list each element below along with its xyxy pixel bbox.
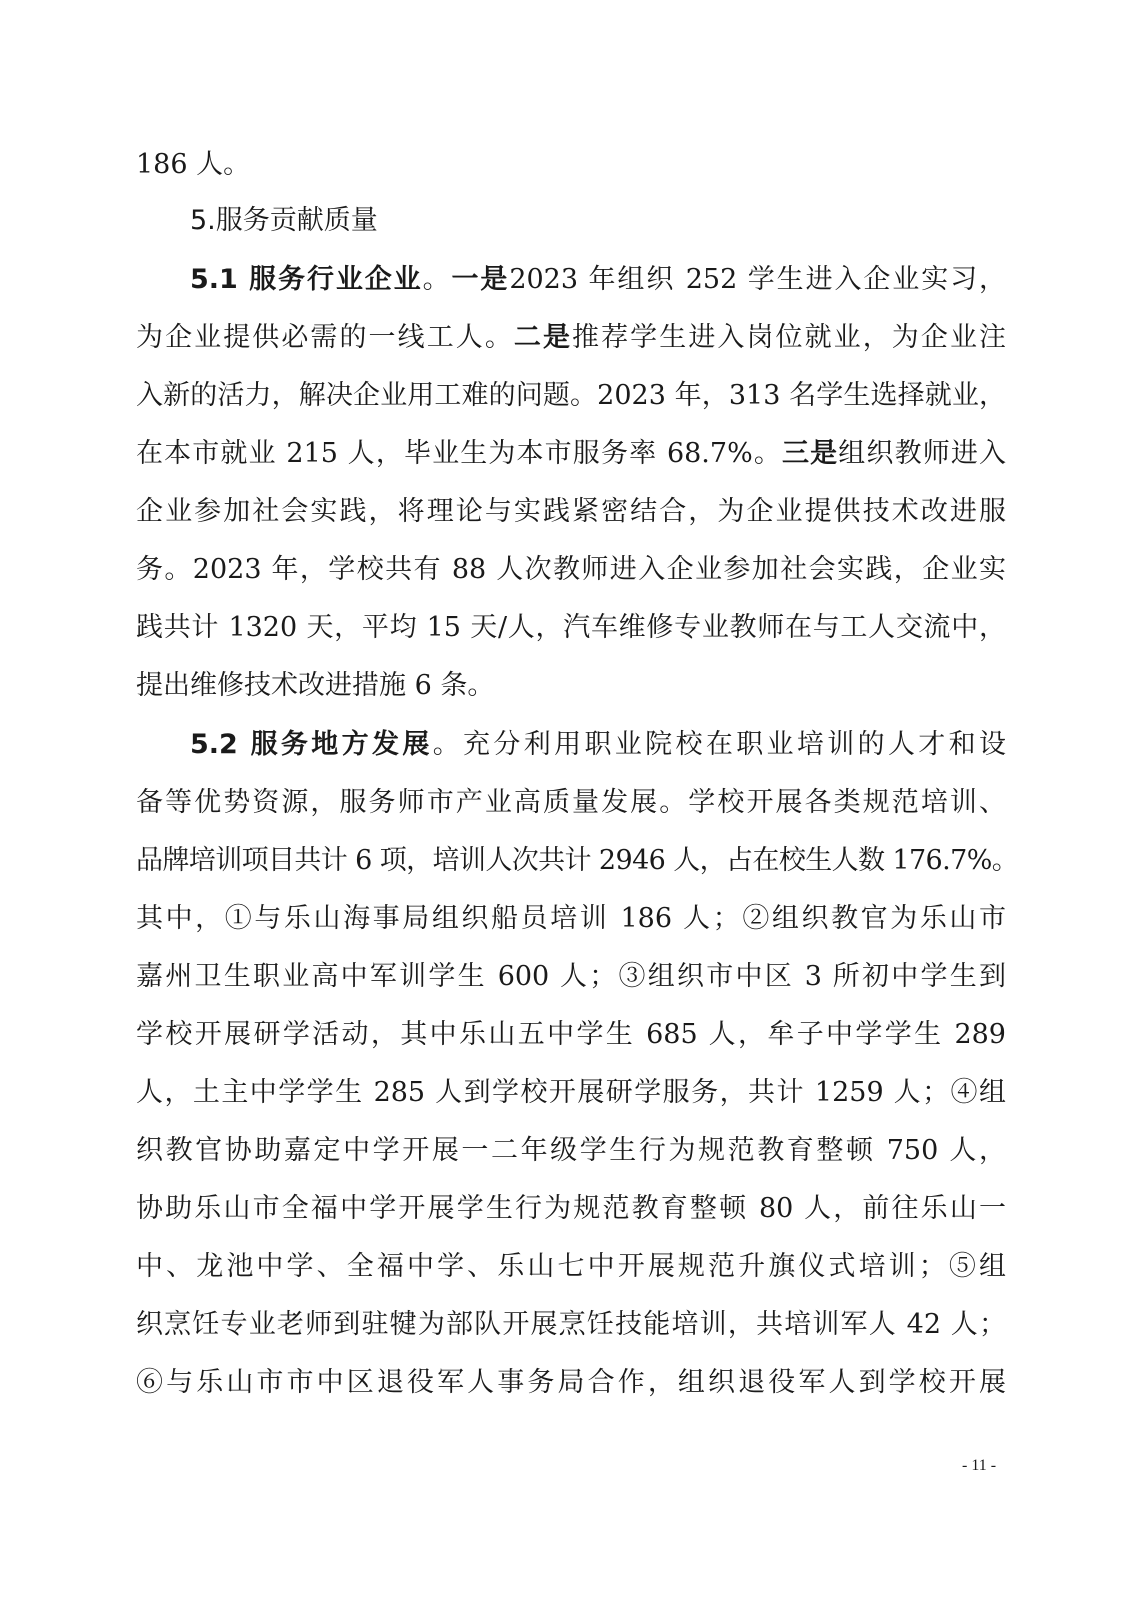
text-line: 186 人。 [136,149,251,180]
text-line: 嘉州卫生职业高中军训学生 600 人；③组织市中区 3 所初中学生到 [136,961,1006,992]
text-line: 务。2023 年，学校共有 88 人次教师进入企业参加社会实践，企业实 [136,554,1006,585]
subsection-title: 5.1 服务行业企业 [190,264,423,295]
emphasis-label: 三是 [782,438,839,469]
text-line: ⑥与乐山市市中区退役军人事务局合作，组织退役军人到学校开展 [136,1367,1006,1398]
subsection-title: 5.2 服务地方发展 [190,729,433,760]
text-line: 学校开展研学活动，其中乐山五中学生 685 人，牟子中学学生 289 [136,1019,1006,1050]
text-line: 其中，①与乐山海事局组织船员培训 186 人；②组织教官为乐山市 [136,903,1006,934]
text-line: 企业参加社会实践，将理论与实践紧密结合，为企业提供技术改进服 [136,496,1006,527]
text-line: 在本市就业 215 人，毕业生为本市服务率 68.7%。三是组织教师进入 [136,438,1006,469]
emphasis-label: 二是 [513,322,573,353]
text-line: 备等优势资源，服务师市产业高质量发展。学校开展各类规范培训、 [136,787,1006,818]
text-line: 织教官协助嘉定中学开展一二年级学生行为规范教育整顿 750 人， [136,1135,1006,1166]
text-line: 协助乐山市全福中学开展学生行为规范教育整顿 80 人，前往乐山一 [136,1193,1006,1224]
emphasis-label: 一是 [451,264,510,295]
text-line: 人，土主中学学生 285 人到学校开展研学服务，共计 1259 人；④组 [136,1077,1006,1108]
text-line: 入新的活力，解决企业用工难的问题。2023 年，313 名学生选择就业， [136,380,1006,411]
text-line: 提出维修技术改进措施 6 条。 [136,670,495,701]
subsection-heading-line: 5.1 服务行业企业。一是2023 年组织 252 学生进入企业实习， [190,264,1007,295]
subsection-heading-line: 5.2 服务地方发展。充分利用职业院校在职业培训的人才和设 [190,729,1006,760]
page-number: - 11 - [962,1457,997,1474]
text-line: 为企业提供必需的一线工人。二是推荐学生进入岗位就业，为企业注 [136,322,1007,353]
text-line: 织烹饪专业老师到驻犍为部队开展烹饪技能培训，共培训军人 42 人； [136,1309,1006,1340]
text-line: 品牌培训项目共计 6 项，培训人次共计 2946 人，占在校生人数 176.7%。 [136,845,1019,876]
text-line: 中、龙池中学、全福中学、乐山七中开展规范升旗仪式培训；⑤组 [136,1251,1006,1282]
section-heading: 5.服务贡献质量 [190,205,378,236]
text-line: 践共计 1320 天，平均 15 天/人，汽车维修专业教师在与工人交流中， [136,612,1006,643]
